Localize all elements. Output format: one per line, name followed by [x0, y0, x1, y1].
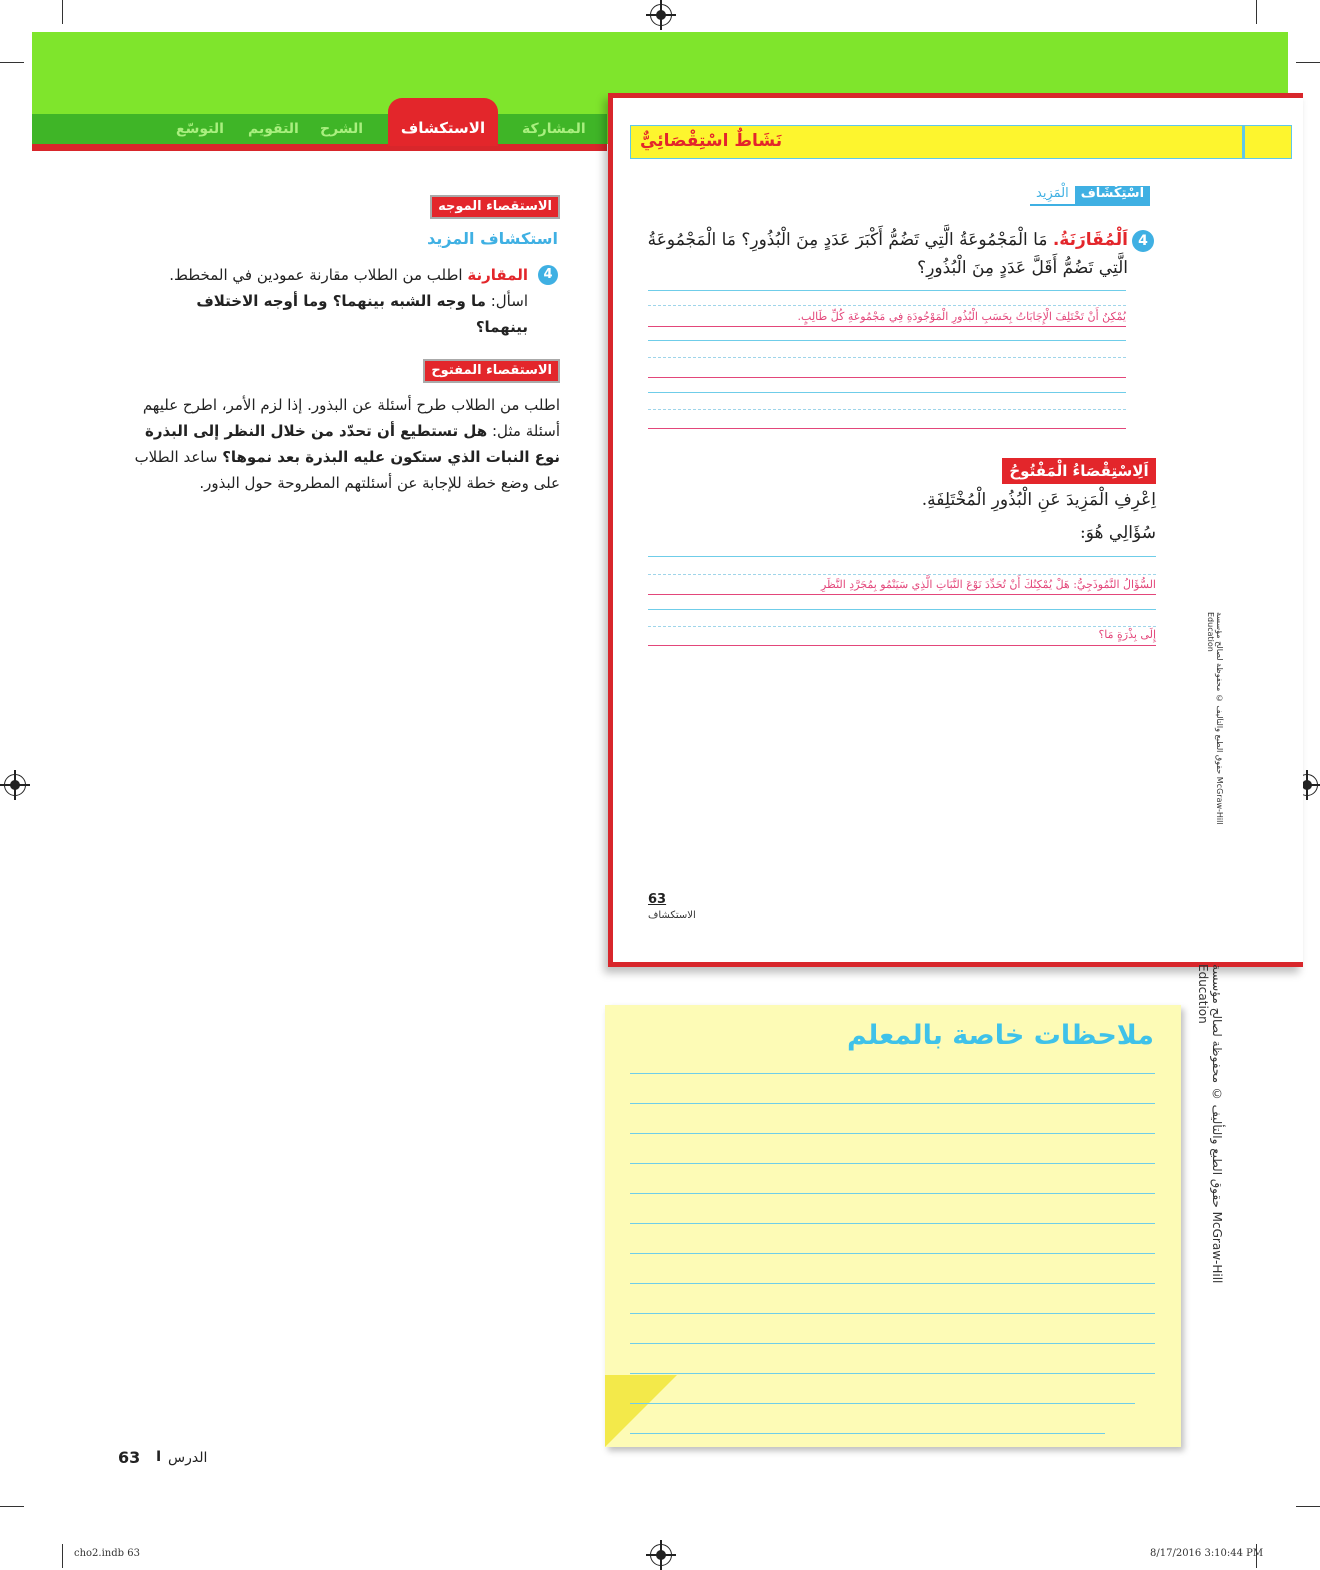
student-copyright-vertical: حقوق الطبع والتأليف © محفوظة لصالح مؤسسة McGraw-Hill Education — [1206, 612, 1224, 825]
note-line — [630, 1283, 1155, 1284]
activity-header-divider — [1242, 125, 1245, 158]
tab-extension[interactable]: التوسّع — [176, 121, 224, 137]
note-line — [630, 1403, 1135, 1404]
note-line — [630, 1373, 1155, 1374]
teacher-open-question: هل تستطيع أن تحدّد من خلال النظر إلى البذرة نوع النبات الذي ستكون عليه البذرة بعد نموها؟ — [145, 422, 560, 466]
note-line — [630, 1193, 1155, 1194]
tab-exploration[interactable]: الاستكشاف — [388, 98, 498, 146]
note-line — [630, 1073, 1155, 1074]
teacher-notes-title: ملاحظات خاصة بالمعلم — [846, 1020, 1154, 1051]
teacher-item-number-badge: 4 — [538, 265, 558, 285]
registration-mark-icon — [650, 4, 672, 26]
note-line — [630, 1223, 1155, 1224]
writing-line — [648, 428, 1126, 429]
writing-line — [648, 392, 1126, 393]
student-page-label: الاستكشاف — [648, 910, 696, 921]
sticky-fold-corner — [605, 1375, 677, 1447]
crop-mark — [62, 0, 63, 24]
open-inquiry-line-2: سُؤَالِي هُوَ: — [1080, 523, 1156, 543]
teacher-item-text: اطلب من الطلاب مقارنة عمودين في المخطط. اسأل: — [169, 266, 528, 310]
crop-mark — [1296, 1506, 1320, 1507]
explore-more-label-a: اسْتِكْشَاف — [1075, 186, 1150, 206]
writing-line — [648, 340, 1126, 341]
note-line — [630, 1103, 1155, 1104]
answer-text: إِلَى بِذْرَةٍ مَا؟ — [1098, 628, 1156, 641]
teacher-open-paragraph — [118, 392, 560, 496]
tab-explanation[interactable]: الشرح — [320, 121, 364, 137]
teacher-item-lead: المقارنة — [467, 266, 528, 284]
note-line — [630, 1133, 1155, 1134]
activity-title: نَشَاطٌ اسْتِقْصَائِيٌّ — [640, 131, 783, 151]
note-line — [630, 1253, 1155, 1254]
writing-line-dashed — [648, 574, 1156, 575]
writing-line — [648, 594, 1156, 595]
crop-mark — [0, 1506, 24, 1507]
teacher-notes-sticky — [605, 1005, 1181, 1447]
note-line — [630, 1313, 1155, 1314]
tab-evaluation[interactable]: التقويم — [248, 121, 299, 137]
writing-line-dashed — [648, 357, 1126, 358]
writing-line — [648, 377, 1126, 378]
note-line — [630, 1343, 1155, 1344]
explore-more-heading: استكشاف المزيد — [427, 229, 558, 248]
student-page-card — [608, 93, 1303, 967]
teacher-item-question: ما وجه الشبه بينهما؟ وما أوجه الاختلاف بينهما؟ — [196, 292, 528, 336]
footer-page-number: 63 — [118, 1448, 141, 1467]
teacher-open-text-2: ساعد الطلاب على وضع خطة للإجابة عن أسئلتهم المطروحة حول البذور. — [134, 448, 560, 492]
teacher-open-text-1: اطلب من الطلاب طرح أسئلة عن البذور. إذا لزم الأمر، اطرح عليهم أسئلة مثل: — [142, 396, 560, 440]
crop-mark — [0, 62, 24, 63]
explore-more-label — [1030, 186, 1150, 206]
student-page-number: 63 — [648, 892, 667, 907]
writing-line — [648, 326, 1126, 327]
writing-line — [648, 609, 1156, 610]
question-lead: اَلْمُقَارَنَةُ. — [1052, 230, 1128, 250]
writing-line — [648, 290, 1126, 291]
note-line — [630, 1163, 1155, 1164]
guided-inquiry-label: الاستقصاء الموجه — [430, 195, 560, 219]
side-copyright-vertical: حقوق الطبع والتأليف © محفوظة لصالح مؤسسة McGraw-Hill Education — [1196, 964, 1224, 1284]
footer-lesson-label: الدرس — [168, 1450, 208, 1466]
question-text — [640, 226, 1128, 282]
crop-mark — [1296, 62, 1320, 63]
note-line — [630, 1433, 1105, 1434]
teacher-item-paragraph — [160, 262, 528, 340]
question-number-badge: 4 — [1132, 230, 1154, 252]
open-inquiry-line-1: اِعْرِفِ الْمَزِيدَ عَنِ الْبُذُورِ الْمُخْتَلِفَةِ. — [921, 490, 1156, 510]
crop-mark — [1256, 0, 1257, 24]
slug-date: 8/17/2016 3:10:44 PM — [1150, 1548, 1264, 1559]
open-inquiry-label: اَلِاسْتِقْصَاءُ الْمَفْتُوحُ — [1002, 458, 1156, 484]
registration-mark-icon — [650, 1544, 672, 1566]
writing-line-dashed — [648, 305, 1126, 306]
tab-participation[interactable]: المشاركة — [522, 121, 586, 137]
crop-mark — [62, 1544, 63, 1568]
question-body: مَا الْمَجْمُوعَةُ الَّتِي تَضُمُّ أَكْبَرَ عَدَدٍ مِنَ الْبُذُورِ؟ مَا الْمَجْمُوعَةُ الَّتِي تَضُمُّ أَقَلَّ عَدَدٍ مِنَ الْبُذُورِ؟ — [647, 230, 1128, 278]
slug-file: cho2.indb 63 — [74, 1548, 140, 1559]
explore-more-label-b: الْمَزِيد — [1030, 186, 1075, 206]
tab-bar-underline — [32, 144, 607, 151]
writing-line — [648, 556, 1156, 557]
open-inquiry-teacher-label: الاستقصاء المفتوح — [423, 359, 560, 383]
answer-text: السُّؤَالُ النَّمُوذَجِيُّ: هَلْ يُمْكِنُكَ أَنْ تُحَدِّدَ نَوْعَ النَّبَاتِ الَّذِي سَيَنْمُو بِمُجَرَّدِ النَّظَرِ — [820, 578, 1156, 591]
writing-line-dashed — [648, 626, 1156, 627]
answer-text: يُمْكِنُ أَنْ تَخْتَلِفَ الْإِجَابَاتُ بِحَسَبِ الْبُذُورِ الْمَوْجُودَةِ فِي مَجْمُوعَةِ كُلِّ طَالِبٍ. — [797, 310, 1126, 323]
footer-separator: I — [156, 1449, 162, 1465]
writing-line — [648, 645, 1156, 646]
registration-mark-icon — [4, 774, 26, 796]
writing-line-dashed — [648, 409, 1126, 410]
